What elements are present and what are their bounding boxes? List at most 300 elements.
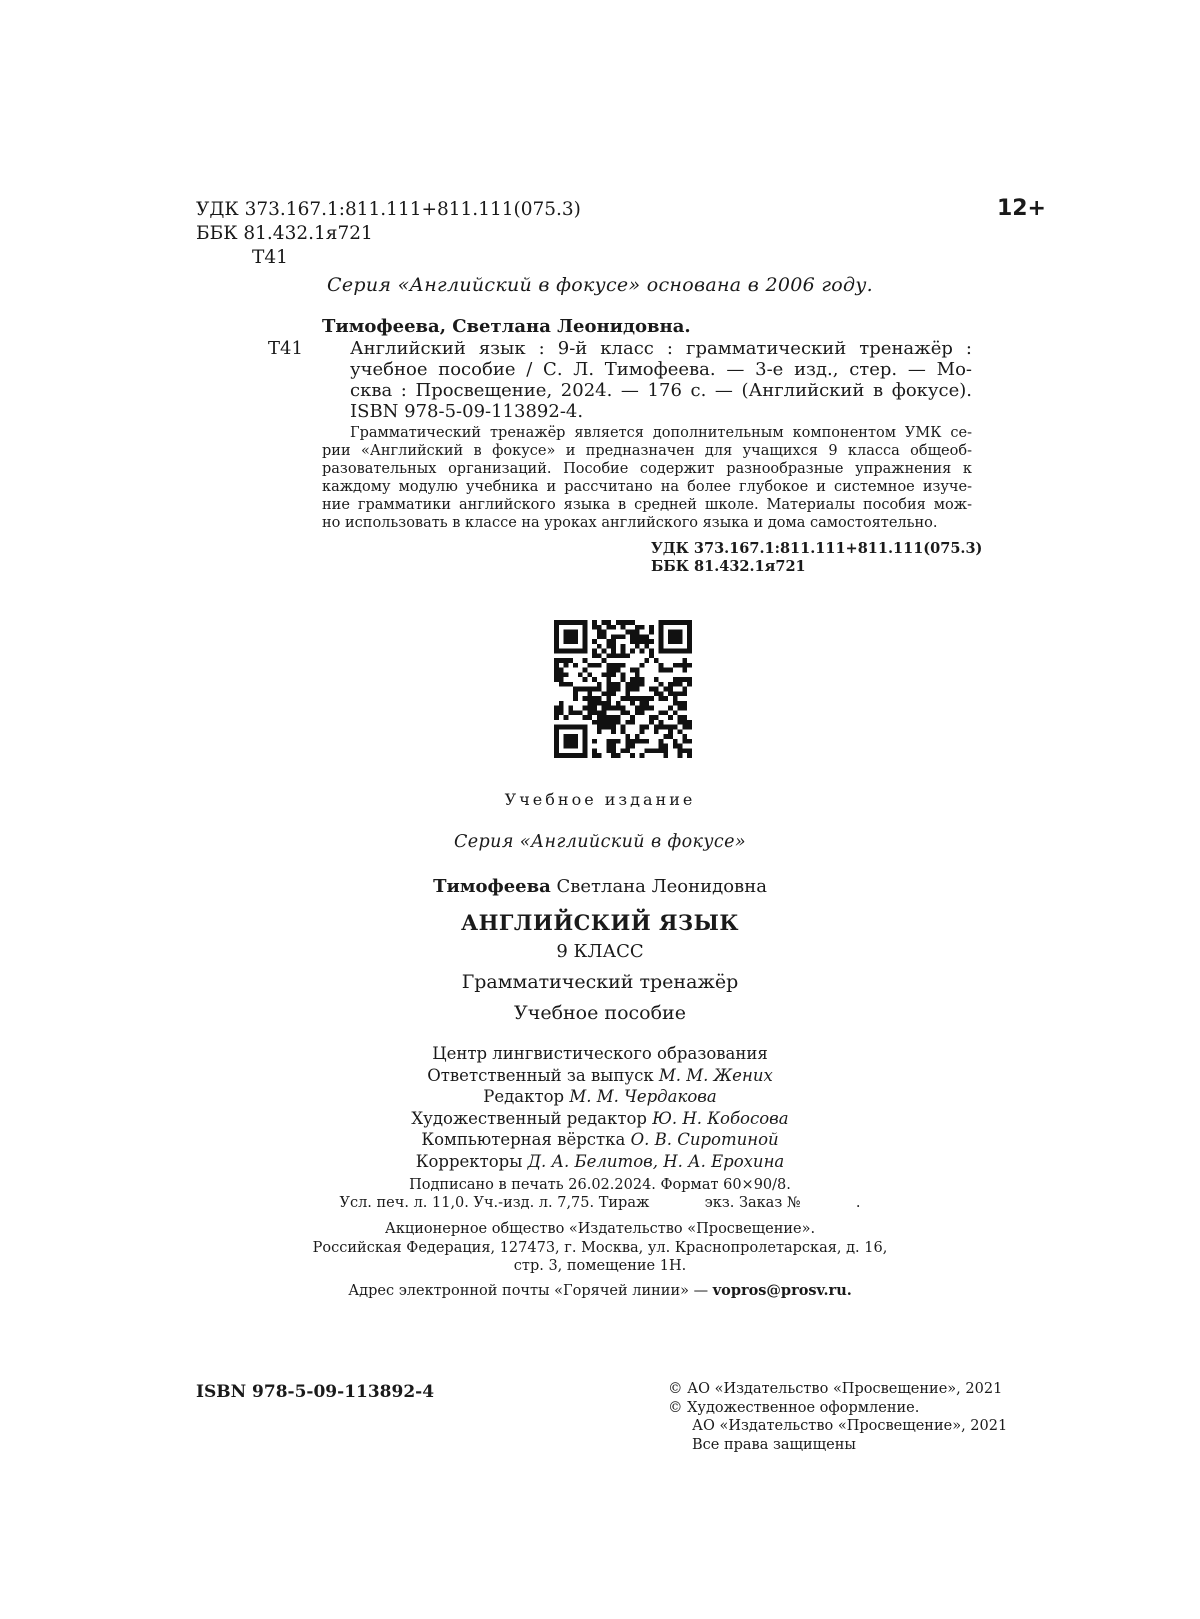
qr-module <box>659 644 664 649</box>
qr-module <box>559 725 564 730</box>
qr-module <box>682 668 687 673</box>
qr-module <box>640 625 645 630</box>
qr-module <box>678 691 683 696</box>
qr-module <box>583 677 588 682</box>
qr-module <box>602 649 607 654</box>
qr-module <box>644 644 649 649</box>
qr-module <box>668 634 673 639</box>
qr-module <box>635 677 640 682</box>
qr-module <box>616 706 621 711</box>
qr-module <box>573 696 578 701</box>
qr-module <box>554 620 559 625</box>
udk-code-right: УДК 373.167.1:811.111+811.111(075.3) <box>651 540 983 557</box>
qr-module <box>659 625 664 630</box>
qr-module <box>663 696 668 701</box>
qr-module <box>587 696 592 701</box>
qr-module <box>630 649 635 654</box>
qr-module <box>635 644 640 649</box>
udk-code: УДК 373.167.1:811.111+811.111(075.3) <box>196 199 581 220</box>
qr-module <box>678 663 683 668</box>
qr-module <box>554 672 559 677</box>
qr-module <box>616 739 621 744</box>
qr-module <box>673 691 678 696</box>
bib-line: учебное пособие / С. Л. Тимофеева. — 3-е изд., стер. — Мо- <box>350 359 972 380</box>
qr-module <box>597 729 602 734</box>
qr-module <box>640 701 645 706</box>
qr-module <box>583 625 588 630</box>
qr-module <box>559 649 564 654</box>
qr-module <box>611 706 616 711</box>
qr-module <box>616 663 621 668</box>
qr-module <box>678 753 683 758</box>
qr-module <box>592 653 597 658</box>
qr-module <box>583 630 588 635</box>
print-info <box>0 1176 1200 1212</box>
qr-module <box>611 663 616 668</box>
qr-module <box>573 691 578 696</box>
qr-module <box>564 639 569 644</box>
qr-module <box>640 677 645 682</box>
qr-module <box>621 634 626 639</box>
qr-module <box>554 744 559 749</box>
qr-module <box>663 620 668 625</box>
qr-module <box>668 620 673 625</box>
qr-module <box>663 725 668 730</box>
copyright-line: © АО «Издательство «Просвещение», 2021 <box>668 1381 1003 1397</box>
qr-module <box>687 634 692 639</box>
qr-module <box>630 634 635 639</box>
qr-module <box>625 734 630 739</box>
qr-module <box>606 625 611 630</box>
qr-module <box>602 620 607 625</box>
author-line <box>0 876 1200 897</box>
qr-module <box>630 739 635 744</box>
subtitle: Грамматический тренажёр <box>461 971 739 993</box>
qr-module <box>568 739 573 744</box>
qr-module <box>606 682 611 687</box>
qr-module <box>640 710 645 715</box>
qr-module <box>583 748 588 753</box>
qr-module <box>578 710 583 715</box>
qr-module <box>568 744 573 749</box>
qr-module <box>635 630 640 635</box>
qr-module <box>654 725 659 730</box>
qr-module <box>554 630 559 635</box>
qr-module <box>568 734 573 739</box>
qr-module <box>640 739 645 744</box>
qr-module <box>597 663 602 668</box>
qr-module <box>635 639 640 644</box>
credits-proofreaders: Корректоры Д. А. Белитов, Н. А. Ерохина <box>415 1151 785 1171</box>
qr-module <box>597 625 602 630</box>
qr-module <box>687 725 692 730</box>
qr-module <box>630 715 635 720</box>
qr-module <box>635 710 640 715</box>
qr-module <box>597 715 602 720</box>
qr-module <box>621 663 626 668</box>
qr-module <box>578 687 583 692</box>
qr-module <box>649 706 654 711</box>
qr-module <box>682 677 687 682</box>
qr-module <box>668 649 673 654</box>
qr-module <box>625 620 630 625</box>
qr-module <box>678 748 683 753</box>
qr-module <box>583 744 588 749</box>
qr-module <box>644 706 649 711</box>
qr-module <box>573 710 578 715</box>
qr-module <box>630 677 635 682</box>
qr-module <box>611 687 616 692</box>
qr-module <box>659 630 664 635</box>
qr-module <box>587 715 592 720</box>
bbk-code-right: ББК 81.432.1я721 <box>651 558 806 575</box>
qr-module <box>649 687 654 692</box>
qr-module <box>649 748 654 753</box>
qr-module <box>554 734 559 739</box>
qr-module <box>592 701 597 706</box>
qr-module <box>573 639 578 644</box>
isbn: ISBN 978-5-09-113892-4 <box>196 1382 435 1402</box>
qr-module <box>597 687 602 692</box>
book-title: АНГЛИЙСКИЙ ЯЗЫК <box>460 910 739 935</box>
credits-center: Центр лингвистического образования <box>432 1044 768 1063</box>
qr-module <box>687 649 692 654</box>
qr-module <box>597 725 602 730</box>
qr-module <box>592 620 597 625</box>
qr-module <box>687 720 692 725</box>
qr-module <box>587 691 592 696</box>
email-address[interactable]: vopros@prosv.ru. <box>712 1282 852 1299</box>
qr-module <box>640 729 645 734</box>
qr-module <box>554 753 559 758</box>
qr-module <box>678 649 683 654</box>
qr-module <box>583 620 588 625</box>
qr-module <box>678 701 683 706</box>
qr-module <box>559 710 564 715</box>
qr-module <box>678 715 683 720</box>
qr-module <box>592 748 597 753</box>
annotation-line: рии «Английский в фокусе» и предназначен для учащихся 9 класса общеоб- <box>322 443 972 459</box>
qr-module <box>611 720 616 725</box>
qr-module <box>611 729 616 734</box>
qr-module <box>554 644 559 649</box>
qr-module <box>673 649 678 654</box>
qr-module <box>559 672 564 677</box>
qr-module <box>663 649 668 654</box>
qr-module <box>554 658 559 663</box>
qr-module <box>682 691 687 696</box>
qr-module <box>597 630 602 635</box>
qr-module <box>649 625 654 630</box>
qr-module <box>592 706 597 711</box>
qr-module <box>611 748 616 753</box>
qr-module <box>625 687 630 692</box>
qr-module <box>559 682 564 687</box>
qr-module <box>644 739 649 744</box>
qr-module <box>625 696 630 701</box>
qr-module <box>573 725 578 730</box>
classification-codes-right <box>651 540 982 576</box>
annotation-line: Грамматический тренажёр является дополнительным компонентом УМК се- <box>350 425 972 441</box>
qr-module <box>625 710 630 715</box>
qr-module <box>583 739 588 744</box>
qr-module <box>621 725 626 730</box>
qr-module <box>564 658 569 663</box>
author-surname: Тимофеева <box>433 876 551 897</box>
publisher-address <box>0 1220 1200 1276</box>
qr-module <box>568 639 573 644</box>
qr-module <box>592 663 597 668</box>
qr-module <box>616 634 621 639</box>
qr-module <box>606 744 611 749</box>
author-mark: Т41 <box>252 247 288 268</box>
qr-module <box>611 725 616 730</box>
author-name: Светлана Леонидовна <box>550 876 767 897</box>
qr-module <box>564 715 569 720</box>
qr-module <box>649 630 654 635</box>
qr-module <box>564 630 569 635</box>
qr-module <box>668 687 673 692</box>
email-label: Адрес электронной почты «Горячей линии» — <box>348 1283 713 1299</box>
qr-module <box>573 634 578 639</box>
qr-module <box>668 725 673 730</box>
qr-module <box>583 753 588 758</box>
annotation <box>322 424 972 532</box>
qr-module <box>640 649 645 654</box>
qr-module <box>587 701 592 706</box>
credits-art-editor: Художественный редактор Ю. Н. Кобосова <box>411 1108 789 1128</box>
qr-module <box>554 677 559 682</box>
qr-module <box>682 649 687 654</box>
qr-module <box>602 706 607 711</box>
qr-module <box>682 663 687 668</box>
qr-module <box>635 696 640 701</box>
qr-module <box>649 720 654 725</box>
qr-module <box>640 639 645 644</box>
qr-module <box>687 748 692 753</box>
qr-module <box>644 701 649 706</box>
qr-module <box>625 720 630 725</box>
qr-module <box>606 644 611 649</box>
qr-module <box>583 644 588 649</box>
credits-block <box>0 1043 1200 1172</box>
qr-module <box>616 653 621 658</box>
qr-module <box>678 677 683 682</box>
qr-module <box>611 744 616 749</box>
qr-module <box>606 715 611 720</box>
qr-module <box>573 620 578 625</box>
qr-module <box>554 729 559 734</box>
qr-module <box>630 639 635 644</box>
qr-code <box>554 620 692 758</box>
qr-module <box>592 649 597 654</box>
qr-module <box>592 677 597 682</box>
qr-module <box>611 739 616 744</box>
qr-module <box>568 649 573 654</box>
qr-module <box>611 672 616 677</box>
qr-module <box>673 663 678 668</box>
qr-module <box>659 725 664 730</box>
qr-module <box>554 739 559 744</box>
qr-module <box>606 672 611 677</box>
qr-module <box>668 691 673 696</box>
qr-module <box>682 706 687 711</box>
qr-module <box>649 696 654 701</box>
qr-module <box>640 696 645 701</box>
qr-module <box>554 710 559 715</box>
qr-module <box>640 682 645 687</box>
qr-module <box>635 739 640 744</box>
qr-module <box>583 696 588 701</box>
qr-module <box>649 653 654 658</box>
qr-module <box>659 739 664 744</box>
qr-module <box>687 620 692 625</box>
qr-module <box>635 682 640 687</box>
bib-line: ISBN 978-5-09-113892-4. <box>350 401 584 422</box>
qr-module <box>687 682 692 687</box>
qr-module <box>659 620 664 625</box>
qr-module <box>559 753 564 758</box>
qr-module <box>573 630 578 635</box>
bbk-code: ББК 81.432.1я721 <box>196 223 373 244</box>
qr-module <box>668 715 673 720</box>
copyright-line: © Художественное оформление. <box>668 1399 920 1416</box>
qr-module <box>654 691 659 696</box>
qr-module <box>564 725 569 730</box>
qr-module <box>659 710 664 715</box>
qr-module <box>682 701 687 706</box>
qr-module <box>587 687 592 692</box>
qr-module <box>554 625 559 630</box>
qr-module <box>649 715 654 720</box>
qr-module <box>659 720 664 725</box>
qr-module <box>687 677 692 682</box>
qr-module <box>678 744 683 749</box>
qr-module <box>625 748 630 753</box>
qr-module <box>606 677 611 682</box>
qr-module <box>668 639 673 644</box>
qr-module <box>606 739 611 744</box>
qr-module <box>606 696 611 701</box>
qr-module <box>640 706 645 711</box>
qr-module <box>644 634 649 639</box>
qr-module <box>611 682 616 687</box>
qr-module <box>630 630 635 635</box>
qr-module <box>678 682 683 687</box>
copyright-line: Все права защищены <box>692 1436 856 1453</box>
qr-module <box>649 649 654 654</box>
qr-module <box>654 729 659 734</box>
qr-module <box>630 753 635 758</box>
qr-module <box>659 639 664 644</box>
print-info-line: Подписано в печать 26.02.2024. Формат 60×90/8. <box>409 1177 791 1193</box>
qr-module <box>597 682 602 687</box>
qr-module <box>554 663 559 668</box>
qr-module <box>597 710 602 715</box>
qr-module <box>682 620 687 625</box>
qr-module <box>611 644 616 649</box>
qr-module <box>659 649 664 654</box>
qr-module <box>583 658 588 663</box>
qr-module <box>606 663 611 668</box>
qr-module <box>621 644 626 649</box>
qr-module <box>663 734 668 739</box>
qr-module <box>611 668 616 673</box>
qr-module <box>630 701 635 706</box>
qr-module <box>630 696 635 701</box>
qr-module <box>554 649 559 654</box>
qr-module <box>602 630 607 635</box>
qr-module <box>602 710 607 715</box>
qr-module <box>630 682 635 687</box>
qr-module <box>583 687 588 692</box>
qr-module <box>659 748 664 753</box>
qr-module <box>673 701 678 706</box>
qr-module <box>597 720 602 725</box>
qr-module <box>587 672 592 677</box>
qr-module <box>592 720 597 725</box>
annotation-line: каждому модулю учебника и рассчитано на более глубокое и системное изуче- <box>322 479 972 495</box>
bibliographic-record <box>322 316 972 422</box>
qr-module <box>678 706 683 711</box>
qr-module <box>654 715 659 720</box>
qr-module <box>602 720 607 725</box>
qr-module <box>606 706 611 711</box>
qr-module <box>635 668 640 673</box>
qr-module <box>592 710 597 715</box>
qr-module <box>597 634 602 639</box>
qr-module <box>668 682 673 687</box>
qr-module <box>668 706 673 711</box>
qr-module <box>568 682 573 687</box>
qr-module <box>616 701 621 706</box>
qr-module <box>649 639 654 644</box>
qr-module <box>682 687 687 692</box>
qr-module <box>673 639 678 644</box>
qr-module <box>687 739 692 744</box>
qr-module <box>578 753 583 758</box>
qr-module <box>621 625 626 630</box>
qr-module <box>583 634 588 639</box>
qr-module <box>597 644 602 649</box>
qr-module <box>678 639 683 644</box>
qr-module <box>554 715 559 720</box>
qr-module <box>663 753 668 758</box>
qr-module <box>678 620 683 625</box>
qr-module <box>606 620 611 625</box>
qr-module <box>606 691 611 696</box>
qr-module <box>606 748 611 753</box>
qr-module <box>606 725 611 730</box>
publisher-line: Российская Федерация, 127473, г. Москва, ул. Краснопролетарская, д. 16, <box>312 1239 888 1256</box>
qr-module <box>663 710 668 715</box>
credits-responsible: Ответственный за выпуск М. М. Жених <box>427 1065 773 1085</box>
qr-module <box>644 658 649 663</box>
qr-module <box>602 701 607 706</box>
copyright-block <box>668 1380 1007 1454</box>
publisher-line: стр. 3, помещение 1Н. <box>513 1258 687 1274</box>
qr-module <box>568 634 573 639</box>
qr-module <box>616 620 621 625</box>
qr-module <box>678 630 683 635</box>
qr-module <box>583 649 588 654</box>
qr-module <box>573 734 578 739</box>
qr-module <box>673 739 678 744</box>
qr-module <box>602 634 607 639</box>
qr-module <box>678 634 683 639</box>
qr-module <box>654 687 659 692</box>
qr-module <box>554 668 559 673</box>
